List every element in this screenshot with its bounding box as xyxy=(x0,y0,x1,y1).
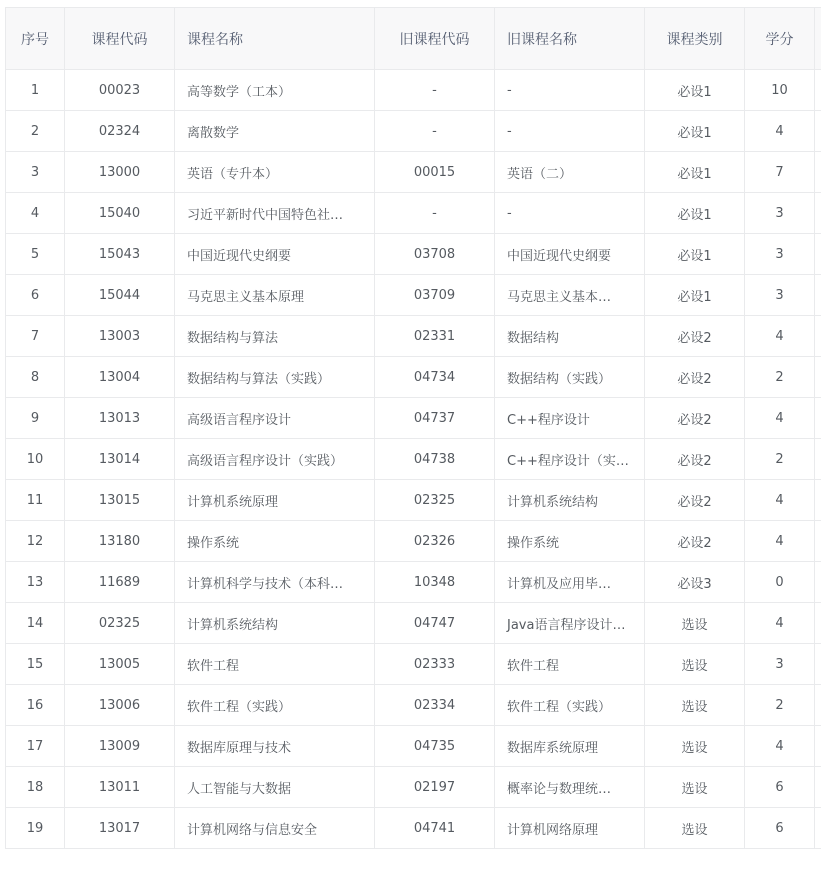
cell-index: 3 xyxy=(6,152,65,193)
cell-index: 12 xyxy=(6,521,65,562)
table-row xyxy=(6,439,821,480)
cell-overflow xyxy=(815,357,821,398)
cell-old-course-name: - xyxy=(495,111,645,152)
cell-course-code: 13015 xyxy=(65,480,175,521)
cell-index: 9 xyxy=(6,398,65,439)
cell-old-course-code: 04747 xyxy=(375,603,495,644)
cell-course-type: 必设1 xyxy=(645,152,745,193)
cell-old-course-name: C++程序设计（实… xyxy=(495,439,645,480)
cell-index: 16 xyxy=(6,685,65,726)
cell-course-type: 必设2 xyxy=(645,398,745,439)
cell-overflow xyxy=(815,521,821,562)
cell-course-type: 选设 xyxy=(645,644,745,685)
cell-old-course-name: 软件工程（实践） xyxy=(495,685,645,726)
cell-course-type: 必设1 xyxy=(645,70,745,111)
cell-credit: 3 xyxy=(745,193,815,234)
cell-old-course-name: 数据结构 xyxy=(495,316,645,357)
cell-course-type: 必设2 xyxy=(645,357,745,398)
table-row xyxy=(6,521,821,562)
cell-course-type: 选设 xyxy=(645,603,745,644)
table-row xyxy=(6,685,821,726)
header-course-code: 课程代码 xyxy=(65,8,175,70)
cell-overflow xyxy=(815,398,821,439)
cell-course-code: 13006 xyxy=(65,685,175,726)
cell-course-name: 数据库原理与技术 xyxy=(175,726,375,767)
cell-overflow xyxy=(815,644,821,685)
cell-old-course-code: 02325 xyxy=(375,480,495,521)
cell-course-name: 计算机系统结构 xyxy=(175,603,375,644)
cell-old-course-code: - xyxy=(375,70,495,111)
cell-overflow xyxy=(815,152,821,193)
cell-index: 15 xyxy=(6,644,65,685)
cell-course-type: 选设 xyxy=(645,767,745,808)
cell-index: 8 xyxy=(6,357,65,398)
table-row xyxy=(6,70,821,111)
cell-index: 7 xyxy=(6,316,65,357)
cell-course-code: 02324 xyxy=(65,111,175,152)
cell-index: 10 xyxy=(6,439,65,480)
cell-course-type: 必设1 xyxy=(645,111,745,152)
cell-credit: 4 xyxy=(745,111,815,152)
cell-overflow xyxy=(815,685,821,726)
cell-overflow xyxy=(815,603,821,644)
cell-overflow xyxy=(815,480,821,521)
cell-old-course-code: 02331 xyxy=(375,316,495,357)
cell-old-course-code: 02334 xyxy=(375,685,495,726)
header-old-course-code: 旧课程代码 xyxy=(375,8,495,70)
cell-course-name: 马克思主义基本原理 xyxy=(175,275,375,316)
table-body xyxy=(6,70,821,849)
table-row xyxy=(6,111,821,152)
cell-old-course-name: 马克思主义基本… xyxy=(495,275,645,316)
cell-overflow xyxy=(815,439,821,480)
cell-course-code: 15040 xyxy=(65,193,175,234)
cell-course-code: 13180 xyxy=(65,521,175,562)
cell-overflow xyxy=(815,234,821,275)
cell-old-course-code: 00015 xyxy=(375,152,495,193)
cell-old-course-name: 计算机系统结构 xyxy=(495,480,645,521)
cell-old-course-name: Java语言程序设计… xyxy=(495,603,645,644)
cell-overflow xyxy=(815,316,821,357)
table-row xyxy=(6,275,821,316)
cell-course-code: 02325 xyxy=(65,603,175,644)
table-row xyxy=(6,808,821,849)
cell-old-course-code: 03709 xyxy=(375,275,495,316)
header-credit: 学分 xyxy=(745,8,815,70)
cell-course-type: 选设 xyxy=(645,726,745,767)
cell-credit: 6 xyxy=(745,808,815,849)
cell-index: 1 xyxy=(6,70,65,111)
cell-old-course-name: 软件工程 xyxy=(495,644,645,685)
cell-old-course-code: 03708 xyxy=(375,234,495,275)
cell-overflow xyxy=(815,70,821,111)
cell-old-course-name: 数据库系统原理 xyxy=(495,726,645,767)
cell-overflow xyxy=(815,726,821,767)
cell-credit: 2 xyxy=(745,685,815,726)
table-header-row xyxy=(6,8,821,70)
cell-course-name: 英语（专升本） xyxy=(175,152,375,193)
cell-old-course-code: 02326 xyxy=(375,521,495,562)
table-row xyxy=(6,480,821,521)
cell-course-type: 必设2 xyxy=(645,521,745,562)
cell-course-name: 数据结构与算法（实践） xyxy=(175,357,375,398)
table-row xyxy=(6,398,821,439)
cell-course-name: 软件工程（实践） xyxy=(175,685,375,726)
cell-course-type: 必设1 xyxy=(645,275,745,316)
cell-old-course-code: 02333 xyxy=(375,644,495,685)
cell-course-type: 必设2 xyxy=(645,480,745,521)
cell-credit: 2 xyxy=(745,439,815,480)
header-overflow-column xyxy=(815,8,821,70)
cell-old-course-name: 数据结构（实践） xyxy=(495,357,645,398)
cell-course-code: 13009 xyxy=(65,726,175,767)
cell-course-type: 必设3 xyxy=(645,562,745,603)
table-row xyxy=(6,357,821,398)
table-row xyxy=(6,152,821,193)
table-row xyxy=(6,316,821,357)
cell-index: 18 xyxy=(6,767,65,808)
header-course-name: 课程名称 xyxy=(175,8,375,70)
cell-course-type: 必设1 xyxy=(645,234,745,275)
cell-course-name: 计算机网络与信息安全 xyxy=(175,808,375,849)
cell-old-course-code: 04737 xyxy=(375,398,495,439)
cell-course-type: 必设1 xyxy=(645,193,745,234)
table-row xyxy=(6,562,821,603)
cell-credit: 0 xyxy=(745,562,815,603)
cell-index: 14 xyxy=(6,603,65,644)
cell-course-type: 选设 xyxy=(645,685,745,726)
cell-old-course-code: 02197 xyxy=(375,767,495,808)
cell-course-name: 人工智能与大数据 xyxy=(175,767,375,808)
cell-old-course-name: 计算机网络原理 xyxy=(495,808,645,849)
cell-course-code: 00023 xyxy=(65,70,175,111)
cell-course-code: 11689 xyxy=(65,562,175,603)
cell-old-course-name: 英语（二） xyxy=(495,152,645,193)
cell-old-course-name: C++程序设计 xyxy=(495,398,645,439)
cell-credit: 4 xyxy=(745,480,815,521)
cell-credit: 4 xyxy=(745,316,815,357)
cell-index: 11 xyxy=(6,480,65,521)
cell-old-course-name: 计算机及应用毕… xyxy=(495,562,645,603)
cell-overflow xyxy=(815,111,821,152)
cell-old-course-code: 04741 xyxy=(375,808,495,849)
cell-course-name: 高级语言程序设计 xyxy=(175,398,375,439)
table-row xyxy=(6,644,821,685)
cell-old-course-name: 操作系统 xyxy=(495,521,645,562)
header-old-course-name: 旧课程名称 xyxy=(495,8,645,70)
cell-credit: 4 xyxy=(745,521,815,562)
cell-course-code: 13003 xyxy=(65,316,175,357)
table-row xyxy=(6,193,821,234)
cell-course-code: 15043 xyxy=(65,234,175,275)
cell-course-code: 13005 xyxy=(65,644,175,685)
cell-credit: 6 xyxy=(745,767,815,808)
cell-course-code: 13004 xyxy=(65,357,175,398)
cell-old-course-code: 10348 xyxy=(375,562,495,603)
cell-old-course-name: - xyxy=(495,193,645,234)
cell-overflow xyxy=(815,193,821,234)
cell-course-code: 13000 xyxy=(65,152,175,193)
cell-course-code: 13013 xyxy=(65,398,175,439)
cell-course-name: 习近平新时代中国特色社… xyxy=(175,193,375,234)
cell-course-code: 13017 xyxy=(65,808,175,849)
cell-course-type: 必设2 xyxy=(645,316,745,357)
cell-credit: 3 xyxy=(745,644,815,685)
cell-course-type: 必设2 xyxy=(645,439,745,480)
cell-course-name: 离散数学 xyxy=(175,111,375,152)
cell-old-course-name: 中国近现代史纲要 xyxy=(495,234,645,275)
cell-credit: 3 xyxy=(745,275,815,316)
cell-old-course-code: 04738 xyxy=(375,439,495,480)
table-row xyxy=(6,603,821,644)
cell-old-course-code: 04735 xyxy=(375,726,495,767)
cell-index: 2 xyxy=(6,111,65,152)
course-table-container xyxy=(5,7,821,849)
cell-course-name: 计算机科学与技术（本科… xyxy=(175,562,375,603)
cell-course-name: 数据结构与算法 xyxy=(175,316,375,357)
cell-index: 5 xyxy=(6,234,65,275)
header-index: 序号 xyxy=(6,8,65,70)
cell-credit: 4 xyxy=(745,398,815,439)
cell-index: 19 xyxy=(6,808,65,849)
course-table xyxy=(5,7,821,849)
cell-overflow xyxy=(815,808,821,849)
cell-course-name: 高级语言程序设计（实践） xyxy=(175,439,375,480)
cell-old-course-code: - xyxy=(375,111,495,152)
cell-course-code: 13011 xyxy=(65,767,175,808)
cell-index: 17 xyxy=(6,726,65,767)
cell-course-code: 13014 xyxy=(65,439,175,480)
cell-old-course-name: 概率论与数理统… xyxy=(495,767,645,808)
cell-credit: 4 xyxy=(745,726,815,767)
table-row xyxy=(6,726,821,767)
cell-old-course-code: - xyxy=(375,193,495,234)
cell-course-type: 选设 xyxy=(645,808,745,849)
cell-index: 6 xyxy=(6,275,65,316)
cell-credit: 3 xyxy=(745,234,815,275)
cell-course-name: 计算机系统原理 xyxy=(175,480,375,521)
cell-credit: 4 xyxy=(745,603,815,644)
cell-course-name: 操作系统 xyxy=(175,521,375,562)
cell-credit: 2 xyxy=(745,357,815,398)
cell-overflow xyxy=(815,275,821,316)
cell-old-course-code: 04734 xyxy=(375,357,495,398)
table-row xyxy=(6,767,821,808)
cell-overflow xyxy=(815,562,821,603)
cell-course-name: 高等数学（工本） xyxy=(175,70,375,111)
cell-credit: 7 xyxy=(745,152,815,193)
cell-overflow xyxy=(815,767,821,808)
cell-old-course-name: - xyxy=(495,70,645,111)
cell-index: 13 xyxy=(6,562,65,603)
cell-course-name: 软件工程 xyxy=(175,644,375,685)
cell-credit: 10 xyxy=(745,70,815,111)
cell-course-code: 15044 xyxy=(65,275,175,316)
cell-index: 4 xyxy=(6,193,65,234)
header-course-type: 课程类别 xyxy=(645,8,745,70)
table-row xyxy=(6,234,821,275)
cell-course-name: 中国近现代史纲要 xyxy=(175,234,375,275)
